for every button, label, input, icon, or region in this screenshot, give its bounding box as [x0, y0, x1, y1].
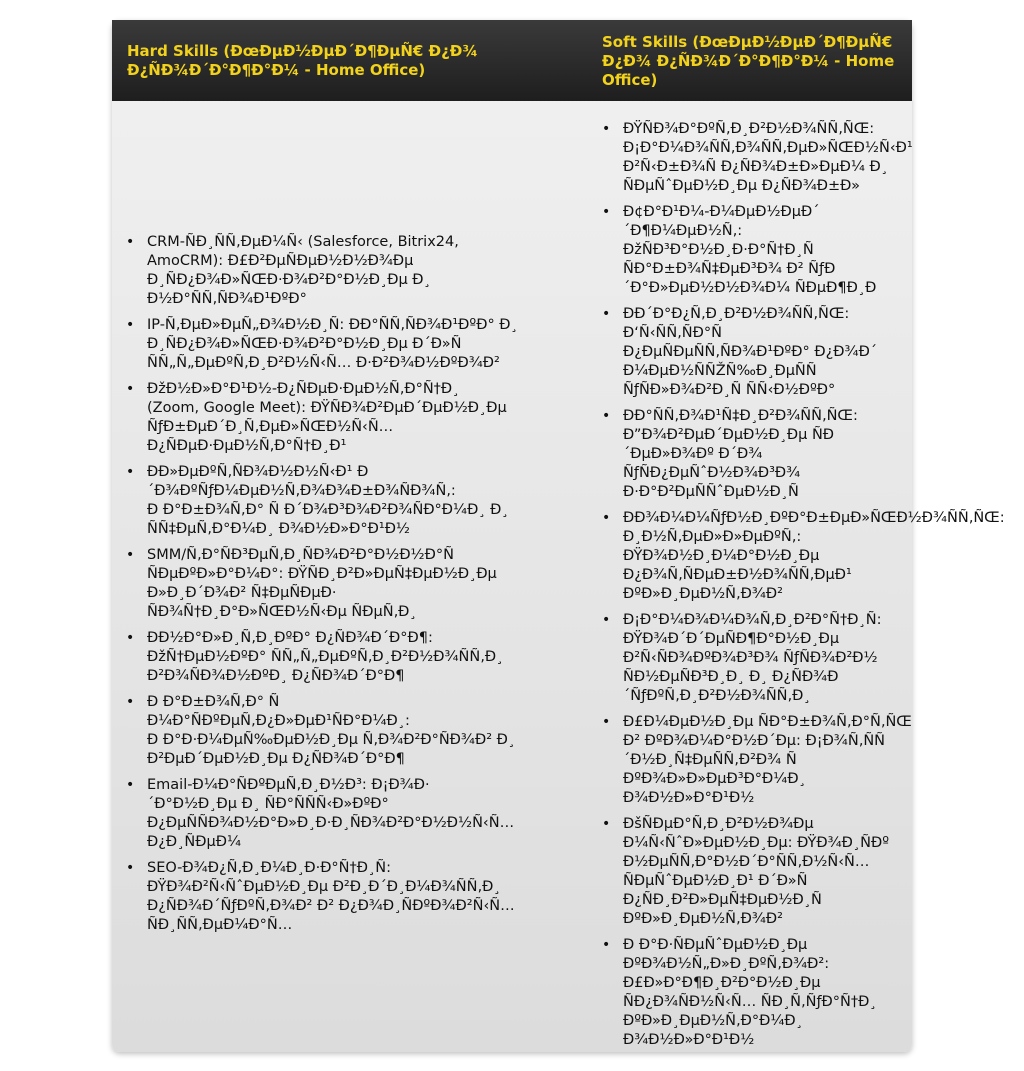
header-hard-skills [127, 20, 587, 101]
list-item [588, 407, 912, 502]
list-item-line: ÐŸÐ¾Ð´Ð´ÐµÑÐ¶Ð°Ð½Ð¸Ðµ [623, 631, 840, 647]
list-item-line: • Ð Ð°Ð±Ð¾Ñ‚Ð° Ñ [147, 694, 280, 710]
list-item-line: ÑÐ°Ð±Ð¾Ñ‡ÐµÐ³Ð¾ Ð² ÑƒÐ [623, 261, 836, 277]
list-item-line: ÐžÑÐ³Ð°Ð½Ð¸Ð·Ð°Ñ†Ð¸Ñ [623, 242, 814, 258]
list-item-line: Ð² ÐºÐ¾Ð¼Ð°Ð½Ð´Ðµ: Ð¡Ð¾Ñ‚ÑÑ [623, 733, 886, 749]
list-item [112, 693, 587, 769]
list-item-line: Ð¿ÑÐµÐ·ÐµÐ½Ñ‚Ð°Ñ†Ð¸Ð¹ [147, 438, 347, 454]
header-soft-skills [602, 20, 912, 101]
list-item-line: ´Ð°Ð½Ð¸Ðµ Ð¸ ÑÐ°ÑÑÑ‹Ð»ÐºÐ° [147, 796, 389, 812]
list-item-line: • IP-Ñ‚ÐµÐ»ÐµÑ„Ð¾Ð½Ð¸Ñ: ÐÐ°ÑÑ‚ÑÐ¾Ð¹ÐºÐ° Ð¸ [147, 317, 518, 333]
list-item-line: (Zoom, Google Meet): ÐŸÑÐ¾Ð²ÐµÐ´ÐµÐ½Ð¸Ðµ [147, 400, 507, 416]
list-item-line: • Ð Ð°Ð·ÑÐµÑˆÐµÐ½Ð¸Ðµ [623, 937, 808, 953]
list-item-line: Ð¼Ð°ÑÐºÐµÑ‚Ð¿Ð»ÐµÐ¹ÑÐ°Ð¼Ð¸: [147, 713, 410, 729]
list-item-line: • ÐžÐ½Ð»Ð°Ð¹Ð½-Ð¿ÑÐµÐ·ÐµÐ½Ñ‚Ð°Ñ†Ð¸ [147, 381, 460, 397]
list-item-line: Ð¾Ð½Ð»Ð°Ð¹Ð½ [623, 790, 755, 806]
hard-skills-list [112, 233, 587, 935]
list-item [588, 713, 912, 808]
list-item-line: • Ð¡Ð°Ð¼Ð¾Ð¼Ð¾Ñ‚Ð¸Ð²Ð°Ñ†Ð¸Ñ: [623, 612, 882, 628]
list-item-line: • ÐÐ½Ð°Ð»Ð¸Ñ‚Ð¸ÐºÐ° Ð¿ÑÐ¾Ð´Ð°Ð¶: [147, 630, 433, 646]
list-item-line: ´ÐµÐ»Ð¾Ðº Ð´Ð¾ [623, 446, 763, 462]
soft-skills-list [588, 120, 1005, 1050]
list-item-line: ÐžÑ†ÐµÐ½ÐºÐ° ÑÑ„Ñ„ÐµÐºÑ‚Ð¸Ð²Ð½Ð¾ÑÑ‚Ð¸ [147, 649, 504, 665]
list-item [112, 463, 587, 539]
list-item-line: ÑÐµÑˆÐµÐ½Ð¸Ðµ Ð¿ÑÐ¾Ð±Ð» [623, 178, 861, 194]
list-item-line: ÑÑ„Ñ„ÐµÐºÑ‚Ð¸Ð²Ð½Ñ‹Ñ… Ð·Ð²Ð¾Ð½ÐºÐ¾Ð² [147, 355, 500, 371]
header-hard-skills-line: Ð¿ÑÐ¾Ð´Ð°Ð¶Ð°Ð¼ - Home Office) [127, 61, 426, 79]
list-item-line: Ð”Ð¾Ð²ÐµÐ´ÐµÐ½Ð¸Ðµ ÑÐ [623, 427, 835, 443]
list-item-line: • Email-Ð¼Ð°ÑÐºÐµÑ‚Ð¸Ð½Ð³: Ð¡Ð¾Ð· [147, 777, 430, 793]
list-item-line: • Ð¢Ð°Ð¹Ð¼-Ð¼ÐµÐ½ÐµÐ´ [623, 204, 820, 220]
list-item [112, 629, 587, 686]
list-item-line: Ð²Ð¾ÑÐ¾Ð½ÐºÐ¸ Ð¿ÑÐ¾Ð´Ð°Ð¶ [147, 668, 405, 684]
list-item-line: Ð²Ñ‹ÑÐ¾ÐºÐ¾Ð³Ð¾ ÑƒÑÐ¾Ð²Ð½ [623, 650, 878, 666]
list-item-line: Ð¡Ð°Ð¼Ð¾ÑÑ‚Ð¾ÑÑ‚ÐµÐ»ÑŒÐ½Ñ‹Ð¹ [623, 140, 913, 156]
list-item-line: Ð‘Ñ‹ÑÑ‚ÑÐ°Ñ [623, 325, 722, 341]
list-item-line: AmoCRM): Ð£Ð²ÐµÑÐµÐ½Ð½Ð¾Ðµ [147, 253, 414, 269]
list-item-line: Ð¼Ñ‹ÑˆÐ»ÐµÐ½Ð¸Ðµ: ÐŸÐ¾Ð¸ÑÐº [623, 835, 890, 851]
list-item-line: Ð Ð°Ð±Ð¾Ñ‚Ð° Ñ Ð´Ð¾Ð³Ð¾Ð²Ð¾ÑÐ°Ð¼Ð¸ Ð¸ [147, 502, 509, 518]
list-item-line: • CRM-ÑÐ¸ÑÑ‚ÐµÐ¼Ñ‹ (Salesforce, Bitrix24, [147, 234, 459, 250]
list-item-line: Ð½ÐµÑÑ‚Ð°Ð½Ð´Ð°ÑÑ‚Ð½Ñ‹Ñ… [623, 854, 870, 870]
list-item-line: • SMM/Ñ‚Ð°ÑÐ³ÐµÑ‚Ð¸ÑÐ¾Ð²Ð°Ð½Ð½Ð°Ñ [147, 547, 454, 563]
list-item-line: • ÐÐ»ÐµÐºÑ‚ÑÐ¾Ð½Ð½Ñ‹Ð¹ Ð [147, 464, 369, 480]
list-item [588, 611, 912, 706]
list-item-line: ´Ð½Ð¸Ñ‡ÐµÑÑ‚Ð²Ð¾ Ñ [623, 752, 797, 768]
list-item-line: Ð¿Ð¾Ñ‚ÑÐµÐ±Ð½Ð¾ÑÑ‚ÐµÐ¹ [623, 567, 852, 583]
list-item-line: Ð²ÐµÐ´ÐµÐ½Ð¸Ðµ Ð¿ÑÐ¾Ð´Ð°Ð¶ [147, 751, 405, 767]
list-item-line: ´ÑƒÐºÑ‚Ð¸Ð²Ð½Ð¾ÑÑ‚Ð¸ [623, 688, 811, 704]
list-item [588, 509, 1005, 604]
list-item-line: ÑÑ‡ÐµÑ‚Ð°Ð¼Ð¸ Ð¾Ð½Ð»Ð°Ð¹Ð½ [147, 521, 410, 537]
list-item [588, 936, 912, 1050]
list-item-line: Ð¿ÐµÑÐµÑÑ‚ÑÐ¾Ð¹ÐºÐ° Ð¿Ð¾Ð´ [623, 344, 878, 360]
soft-skills-column [588, 120, 1005, 1057]
list-item-line: ÑÐ¿Ð¾ÑÐ½Ñ‹Ñ… ÑÐ¸Ñ‚ÑƒÐ°Ñ†Ð¸ [623, 994, 877, 1010]
list-item-line: Ð¸ÑÐ¿Ð¾Ð»ÑŒÐ·Ð¾Ð²Ð°Ð½Ð¸Ðµ Ð´Ð»Ñ [147, 336, 462, 352]
list-item-line: Ð¼ÐµÐ½ÑÑŽÑ‰Ð¸ÐµÑÑ [623, 363, 817, 379]
list-item-line: ÑƒÑÐ»Ð¾Ð²Ð¸Ñ ÑÑ‹Ð½ÐºÐ° [623, 382, 836, 398]
list-item-line: ´Ð¾ÐºÑƒÐ¼ÐµÐ½Ñ‚Ð¾Ð¾Ð±Ð¾ÑÐ¾Ñ‚: [147, 483, 456, 499]
list-item [588, 815, 912, 929]
list-item-line: Ð·Ð°Ð²ÐµÑÑˆÐµÐ½Ð¸Ñ [623, 484, 799, 500]
header-hard-skills-line: Hard Skills (ÐœÐµÐ½ÐµÐ´Ð¶ÐµÑ€ Ð¿Ð¾ [127, 42, 478, 60]
list-item-line: ´Ð°Ð»ÐµÐ½Ð½Ð¾Ð¼ ÑÐµÐ¶Ð¸Ð [623, 280, 877, 296]
list-item [588, 203, 912, 298]
header-soft-skills-line: Ð¿Ð¾ Ð¿ÑÐ¾Ð´Ð°Ð¶Ð°Ð¼ - Home [602, 52, 895, 70]
list-item [112, 233, 587, 309]
list-item-line: Ð¿ÑÐ¸Ð²Ð»ÐµÑ‡ÐµÐ½Ð¸Ñ [623, 892, 822, 908]
list-item-line: Ð¸Ð½Ñ‚ÐµÐ»Ð»ÐµÐºÑ‚: [623, 529, 802, 545]
list-item-line: ÐŸÐ¾Ð²Ñ‹ÑˆÐµÐ½Ð¸Ðµ Ð²Ð¸Ð´Ð¸Ð¼Ð¾ÑÑ‚Ð¸ [147, 879, 501, 895]
list-item-line: • ÐÐ°ÑÑ‚Ð¾Ð¹Ñ‡Ð¸Ð²Ð¾ÑÑ‚ÑŒ: [623, 408, 858, 424]
list-item-line: Ð½Ð°ÑÑ‚ÑÐ¾Ð¹ÐºÐ° [147, 291, 307, 307]
list-item-line: Ð¿ÐµÑÑÐ¾Ð½Ð°Ð»Ð¸Ð·Ð¸ÑÐ¾Ð²Ð°Ð½Ð½Ñ‹Ñ… [147, 815, 515, 831]
hard-skills-column [112, 233, 587, 942]
list-item-line: ÐºÐ¾Ð½Ñ„Ð»Ð¸ÐºÑ‚Ð¾Ð²: [623, 956, 830, 972]
header-soft-skills-line: Office) [602, 71, 658, 89]
list-item [112, 380, 587, 456]
list-item [112, 316, 587, 373]
list-item-line: ÑÐµÑˆÐµÐ½Ð¸Ð¹ Ð´Ð»Ñ [623, 873, 808, 889]
header-soft-skills-line: Soft Skills (ÐœÐµÐ½ÐµÐ´Ð¶ÐµÑ€ [602, 33, 893, 51]
list-item-line: ÑÐ¾Ñ†Ð¸Ð°Ð»ÑŒÐ½Ñ‹Ðµ ÑÐµÑ‚Ð¸ [147, 604, 417, 620]
list-item-line: ÑÐµÐºÐ»Ð°Ð¼Ð°: ÐŸÑÐ¸Ð²Ð»ÐµÑ‡ÐµÐ½Ð¸Ðµ [147, 566, 497, 582]
list-item-line: ÑƒÑÐ¿ÐµÑˆÐ½Ð¾Ð³Ð¾ [623, 465, 801, 481]
list-item-line: ÐºÐ»Ð¸ÐµÐ½Ñ‚Ð°Ð¼Ð¸ [623, 1013, 803, 1029]
list-item-line: Ð»Ð¸Ð´Ð¾Ð² Ñ‡ÐµÑÐµÐ· [147, 585, 337, 601]
table-header [112, 20, 912, 101]
list-item-line: • ÐÐ¾Ð¼Ð¼ÑƒÐ½Ð¸ÐºÐ°Ð±ÐµÐ»ÑŒÐ½Ð¾ÑÑ‚ÑŒ: [623, 510, 1005, 526]
list-item-line: Ð¿ÑÐ¾Ð´ÑƒÐºÑ‚Ð¾Ð² Ð² Ð¿Ð¾Ð¸ÑÐºÐ¾Ð²Ñ‹Ñ… [147, 898, 515, 914]
list-item-line: Ð¾Ð½Ð»Ð°Ð¹Ð½ [623, 1032, 755, 1048]
list-item-line: ÐŸÐ¾Ð½Ð¸Ð¼Ð°Ð½Ð¸Ðµ [623, 548, 820, 564]
list-item-line: ÐºÐ»Ð¸ÐµÐ½Ñ‚Ð¾Ð² [623, 911, 783, 927]
list-item-line: ÑÐ¸ÑÑ‚ÐµÐ¼Ð°Ñ… [147, 917, 293, 933]
list-item-line: Ð Ð°Ð·Ð¼ÐµÑ‰ÐµÐ½Ð¸Ðµ Ñ‚Ð¾Ð²Ð°ÑÐ¾Ð² Ð¸ [147, 732, 516, 748]
list-item [588, 120, 912, 196]
skills-table [112, 20, 1005, 1052]
list-item-line: • ÐŸÑÐ¾Ð°ÐºÑ‚Ð¸Ð²Ð½Ð¾ÑÑ‚ÑŒ: [623, 121, 875, 137]
list-item-line: • Ð£Ð¼ÐµÐ½Ð¸Ðµ ÑÐ°Ð±Ð¾Ñ‚Ð°Ñ‚ÑŒ [623, 714, 912, 730]
list-item-line: ÑƒÐ±ÐµÐ´Ð¸Ñ‚ÐµÐ»ÑŒÐ½Ñ‹Ñ… [147, 419, 394, 435]
list-item-line: Ð¿Ð¸ÑÐµÐ¼ [147, 834, 242, 850]
list-item [112, 859, 587, 935]
list-item-line: Ð²Ñ‹Ð±Ð¾Ñ Ð¿ÑÐ¾Ð±Ð»ÐµÐ¼ Ð¸ [623, 159, 888, 175]
list-item-line: Ð£Ð»Ð°Ð¶Ð¸Ð²Ð°Ð½Ð¸Ðµ [623, 975, 821, 991]
list-item-line: ´Ð¶Ð¼ÐµÐ½Ñ‚: [623, 223, 743, 239]
list-item-line: Ð¸ÑÐ¿Ð¾Ð»ÑŒÐ·Ð¾Ð²Ð°Ð½Ð¸Ðµ Ð¸ [147, 272, 431, 288]
list-item-line: • ÐÐ´Ð°Ð¿Ñ‚Ð¸Ð²Ð½Ð¾ÑÑ‚ÑŒ: [623, 306, 850, 322]
list-item-line: ÐºÐ¾Ð»Ð»ÐµÐ³Ð°Ð¼Ð¸ [623, 771, 806, 787]
list-item [588, 305, 912, 400]
list-item [112, 546, 587, 622]
list-item-line: ÑÐ½ÐµÑÐ³Ð¸Ð¸ Ð¸ Ð¿ÑÐ¾Ð [623, 669, 839, 685]
list-item-line: ÐºÐ»Ð¸ÐµÐ½Ñ‚Ð¾Ð² [623, 586, 783, 602]
list-item-line: • SEO-Ð¾Ð¿Ñ‚Ð¸Ð¼Ð¸Ð·Ð°Ñ†Ð¸Ñ: [147, 860, 392, 876]
list-item-line: • ÐšÑÐµÐ°Ñ‚Ð¸Ð²Ð½Ð¾Ðµ [623, 816, 814, 832]
list-item [112, 776, 587, 852]
